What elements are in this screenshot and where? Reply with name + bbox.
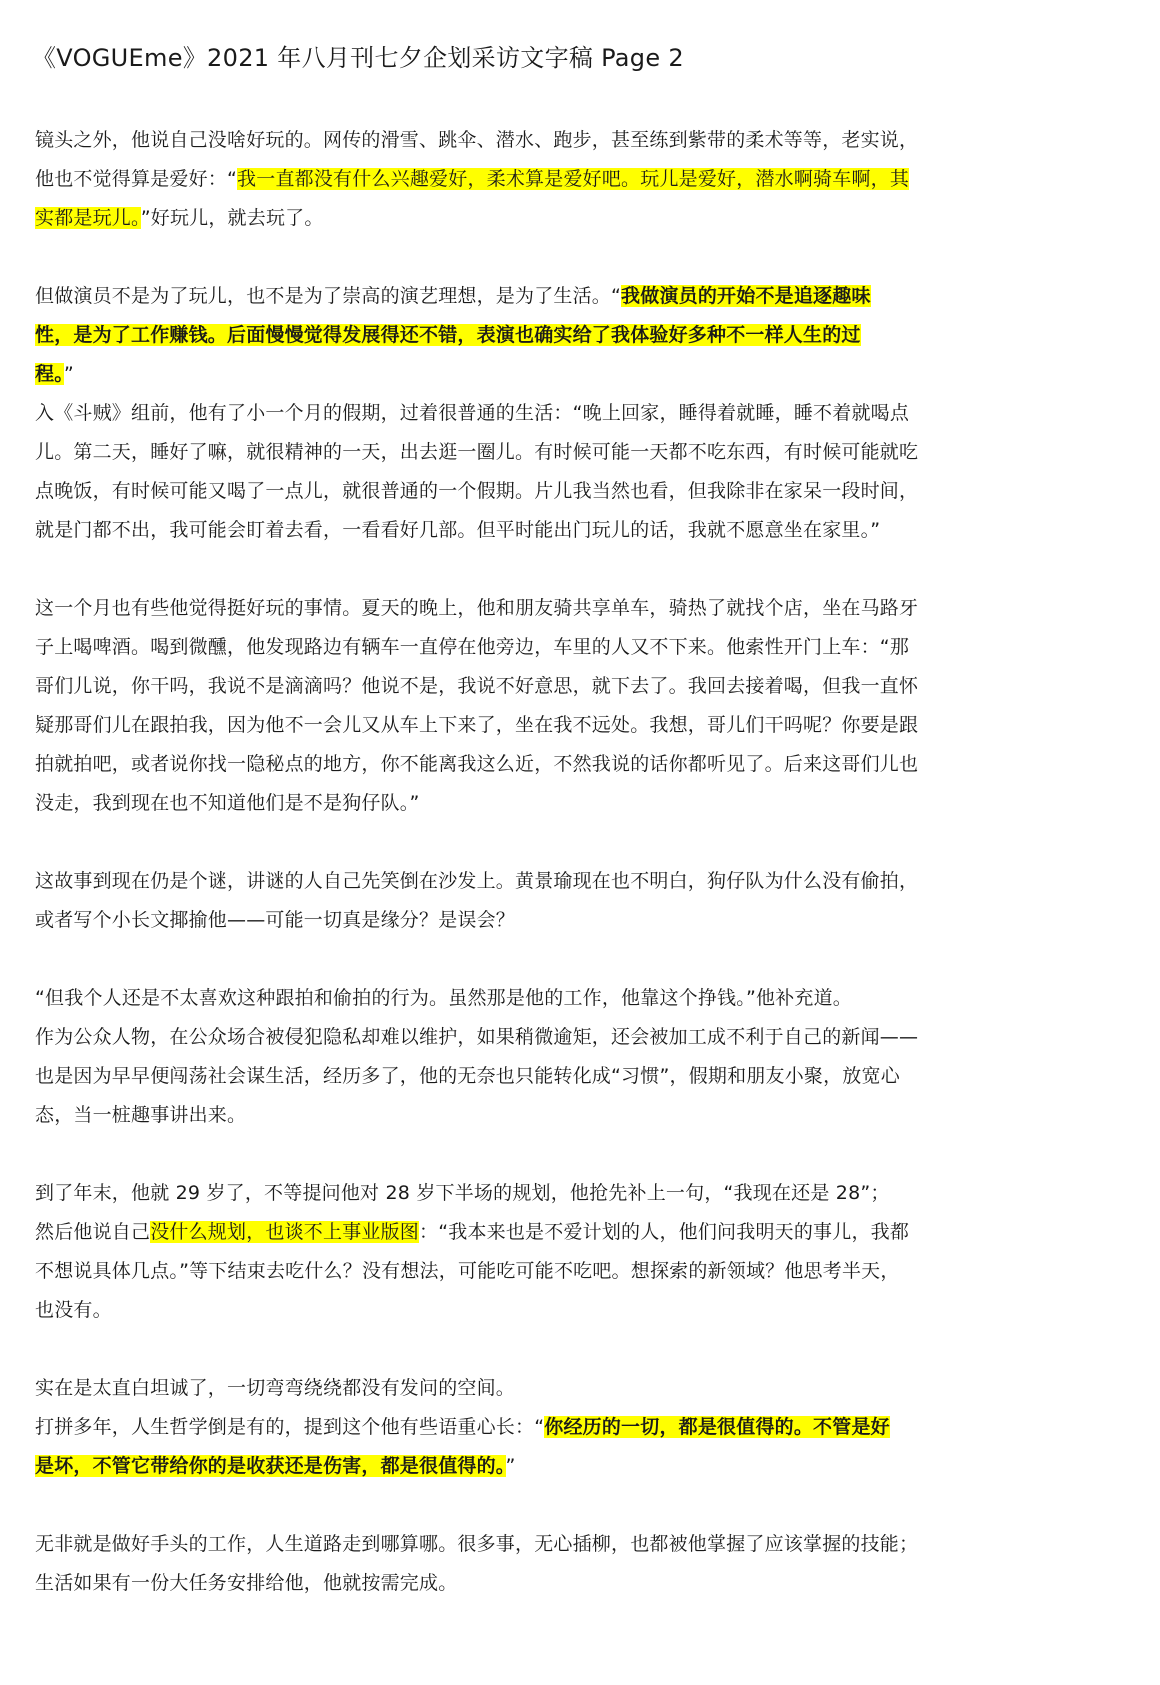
text-run: ” (63, 363, 74, 385)
text-line (35, 355, 1130, 394)
text-line (35, 1408, 1130, 1447)
paragraph-2 (35, 277, 1130, 394)
article-body (35, 121, 1130, 1603)
text-line: 也是因为早早便闯荡社会谋生活，经历多了，他的无奈也只能转化成“习惯”，假期和朋友小聚，放宽心 (35, 1065, 900, 1087)
paragraph-5 (35, 862, 1130, 940)
highlighted-quote: 我一直都没有什么兴趣爱好，柔术算是爱好吧。玩儿是爱好，潜水啊骑车啊，其 (237, 168, 910, 190)
text-line: 到了年末，他就 29 岁了，不等提问他对 28 岁下半场的规划，他抢先补上一句，“我现在还是 28”； (35, 1182, 890, 1204)
text-run: ” (505, 1455, 516, 1477)
text-run: 但做演员不是为了玩儿，也不是为了崇高的演艺理想，是为了生活。“ (35, 285, 622, 307)
text-line: 拍就拍吧，或者说你找一隐秘点的地方，你不能离我这么近，不然我说的话你都听见了。后来这哥们儿也 (35, 753, 919, 775)
paragraph-gap (35, 238, 1130, 277)
text-run: 然后他说自己 (35, 1221, 151, 1243)
paragraph-gap (35, 1486, 1130, 1525)
text-line: 态，当一桩趣事讲出来。 (35, 1104, 247, 1126)
paragraph-4 (35, 589, 1130, 823)
text-line: 镜头之外，他说自己没啥好玩的。网传的滑雪、跳伞、潜水、跑步，甚至练到紫带的柔术等等，老实说， (35, 129, 919, 151)
text-line: 点晚饭，有时候可能又喝了一点儿，就很普通的一个假期。片儿我当然也看，但我除非在家呆一段时间， (35, 480, 919, 502)
paragraph-gap (35, 940, 1130, 979)
text-line: 或者写个小长文揶揄他——可能一切真是缘分？是误会？ (35, 909, 516, 931)
highlighted-bold-quote: 程。 (35, 363, 64, 385)
paragraph-6 (35, 979, 1130, 1135)
paragraph-8 (35, 1369, 1130, 1486)
paragraph-gap (35, 823, 1130, 862)
text-line: 也没有。 (35, 1299, 112, 1321)
text-line: 儿。第二天，睡好了嘛，就很精神的一天，出去逛一圈儿。有时候可能一天都不吃东西，有时候可能就吃 (35, 441, 919, 463)
text-run: 他也不觉得算是爱好：“ (35, 168, 238, 190)
text-line: 无非就是做好手头的工作，人生道路走到哪算哪。很多事，无心插柳，也都被他掌握了应该掌握的技能； (35, 1533, 919, 1555)
text-line (35, 277, 1130, 316)
highlighted-bold-quote: 是坏，不管它带给你的是收获还是伤害，都是很值得的。 (35, 1455, 506, 1477)
highlighted-quote: 实都是玩儿。 (35, 207, 141, 229)
text-line: 子上喝啤酒。喝到微醺，他发现路边有辆车一直停在他旁边，车里的人又不下来。他索性开门上车：“那 (35, 636, 910, 658)
text-line: 没走，我到现在也不知道他们是不是狗仔队。” (35, 792, 420, 814)
text-line (35, 199, 1130, 238)
paragraph-7 (35, 1174, 1130, 1330)
text-line: 作为公众人物，在公众场合被侵犯隐私却难以维护，如果稍微逾矩，还会被加工成不利于自己的新闻—— (35, 1026, 919, 1048)
highlighted-phrase: 没什么规划，也谈不上事业版图 (150, 1221, 420, 1243)
text-line: 这故事到现在仍是个谜，讲谜的人自己先笑倒在沙发上。黄景瑜现在也不明白，狗仔队为什么没有偷拍， (35, 870, 919, 892)
page-title: 《VOGUEme》2021 年八月刊七夕企划采访文字稿 Page 2 (32, 44, 684, 72)
text-line: 不想说具体几点。”等下结束去吃什么？没有想法，可能吃可能不吃吧。想探索的新领域？他思考半天， (35, 1260, 900, 1282)
text-line: “但我个人还是不太喜欢这种跟拍和偷拍的行为。虽然那是他的工作，他靠这个挣钱。”他补充道。 (35, 987, 852, 1009)
paragraph-9 (35, 1525, 1130, 1603)
text-run: 打拼多年，人生哲学倒是有的，提到这个他有些语重心长：“ (35, 1416, 545, 1438)
text-line: 入《斗贼》组前，他有了小一个月的假期，过着很普通的生活：“晚上回家，睡得着就睡，睡不着就喝点 (35, 402, 910, 424)
text-run: ：“我本来也是不爱计划的人，他们问我明天的事儿，我都 (419, 1221, 910, 1243)
text-line: 实在是太直白坦诚了，一切弯弯绕绕都没有发问的空间。 (35, 1377, 516, 1399)
paragraph-gap (35, 550, 1130, 589)
paragraph-gap (35, 1330, 1130, 1369)
text-line: 生活如果有一份大任务安排给他，他就按需完成。 (35, 1572, 458, 1594)
text-line (35, 1447, 1130, 1486)
highlighted-bold-quote: 我做演员的开始不是追逐趣味 (621, 285, 871, 307)
text-line (35, 1213, 1130, 1252)
text-line: 哥们儿说，你干吗，我说不是滴滴吗？他说不是，我说不好意思，就下去了。我回去接着喝，但我一直怀 (35, 675, 919, 697)
text-line: 疑那哥们儿在跟拍我，因为他不一会儿又从车上下来了，坐在我不远处。我想，哥儿们干吗呢？你要是跟 (35, 714, 919, 736)
text-line: 这一个月也有些他觉得挺好玩的事情。夏天的晚上，他和朋友骑共享单车，骑热了就找个店，坐在马路牙 (35, 597, 919, 619)
paragraph-3 (35, 394, 1130, 550)
text-line (35, 316, 1130, 355)
text-line (35, 160, 1130, 199)
text-line: 就是门都不出，我可能会盯着去看，一看看好几部。但平时能出门玩儿的话，我就不愿意坐在家里。” (35, 519, 881, 541)
paragraph-gap (35, 1135, 1130, 1174)
text-run: ”好玩儿，就去玩了。 (140, 207, 324, 229)
highlighted-bold-quote: 你经历的一切，都是很值得的。不管是好 (544, 1416, 890, 1438)
highlighted-bold-quote: 性，是为了工作赚钱。后面慢慢觉得发展得还不错，表演也确实给了我体验好多种不一样人生的过 (35, 324, 861, 346)
paragraph-1 (35, 121, 1130, 238)
